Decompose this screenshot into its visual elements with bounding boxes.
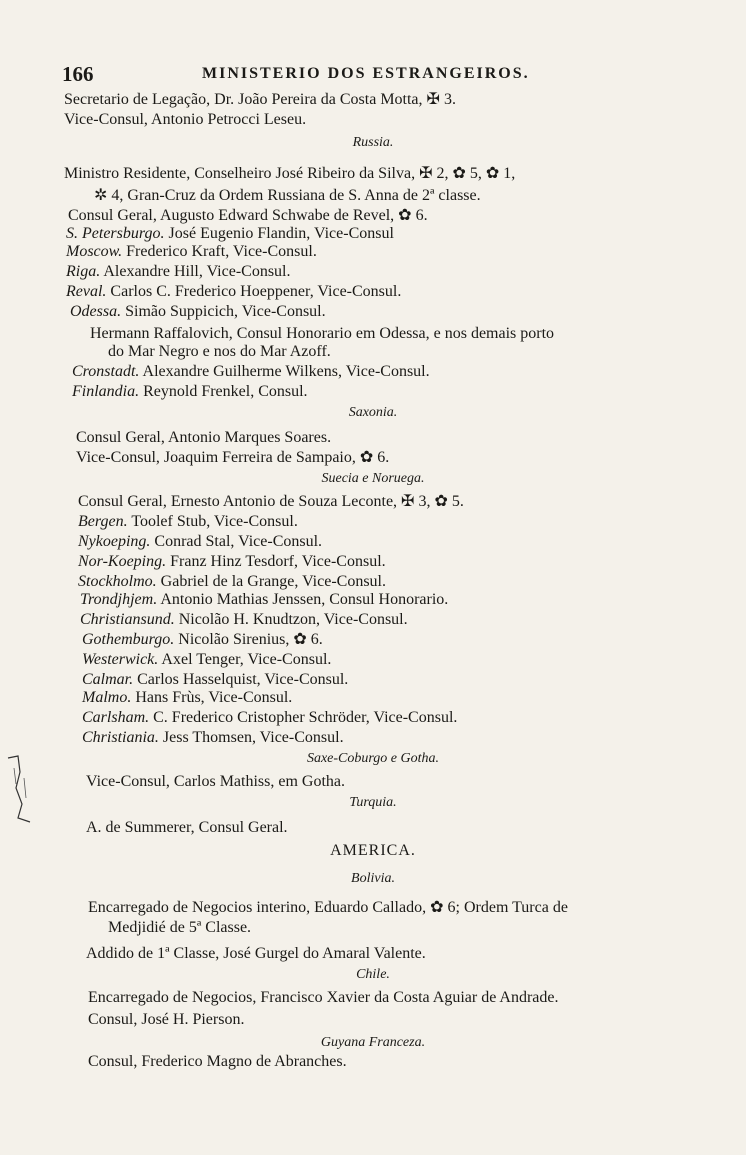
entry-text: Encarregado de Negocios interino, Eduardo Callado, ✿ 6; Ordem Turca de bbox=[88, 899, 568, 916]
entry-text: Simão Suppicich, Vice-Consul. bbox=[125, 303, 326, 320]
text-line bbox=[78, 512, 298, 532]
entry-text: Ministro Residente, Conselheiro José Ribeiro da Silva, ✠ 2, ✿ 5, ✿ 1, bbox=[64, 165, 516, 182]
text-line bbox=[88, 898, 568, 918]
place-name: Trondjhjem. bbox=[80, 591, 158, 608]
text-line bbox=[86, 818, 288, 838]
entry-text: C. Frederico Cristopher Schröder, Vice-Consul. bbox=[153, 709, 458, 726]
entry-text: Axel Tenger, Vice-Consul. bbox=[161, 651, 332, 668]
text-line bbox=[80, 610, 408, 630]
entry-text: Addido de 1ª Classe, José Gurgel do Amaral Valente. bbox=[86, 945, 426, 962]
text-line bbox=[66, 242, 317, 262]
text-line bbox=[82, 728, 344, 748]
text-line bbox=[88, 988, 559, 1008]
place-name: Nor-Koeping. bbox=[78, 553, 167, 570]
country-heading: Guyana Franceza. bbox=[320, 1035, 426, 1050]
text-line bbox=[72, 382, 308, 402]
place-name: Cronstadt. bbox=[72, 363, 140, 380]
entry-text: Gabriel de la Grange, Vice-Consul. bbox=[160, 573, 386, 590]
entry-text: Consul, José H. Pierson. bbox=[88, 1011, 245, 1028]
country-heading: Chile. bbox=[356, 967, 390, 982]
page-number: 166 bbox=[62, 62, 94, 86]
entry-text: Reynold Frenkel, Consul. bbox=[143, 383, 308, 400]
section-heading: AMERICA. bbox=[330, 842, 416, 859]
country-heading: Saxonia. bbox=[348, 405, 398, 420]
text-line bbox=[90, 324, 554, 344]
entry-text: Consul, Frederico Magno de Abranches. bbox=[88, 1053, 347, 1070]
entry-text: Vice-Consul, Antonio Petrocci Leseu. bbox=[64, 111, 307, 128]
place-name: Riga. bbox=[66, 263, 101, 280]
place-name: Reval. bbox=[66, 283, 107, 300]
entry-text: Antonio Mathias Jenssen, Consul Honorario. bbox=[160, 591, 449, 608]
entry-text: Vice-Consul, Carlos Mathiss, em Gotha. bbox=[86, 773, 346, 790]
place-name: Odessa. bbox=[70, 303, 122, 320]
entry-text: Carlos Hasselquist, Vice-Consul. bbox=[137, 671, 349, 688]
entry-text: A. de Summerer, Consul Geral. bbox=[86, 819, 288, 836]
text-line bbox=[78, 572, 386, 592]
country-heading: Turquia. bbox=[349, 795, 397, 810]
text-line bbox=[94, 186, 481, 206]
text-line bbox=[82, 688, 292, 708]
text-line bbox=[88, 1052, 347, 1072]
text-line bbox=[82, 708, 457, 728]
running-title: MINISTERIO DOS ESTRANGEIROS. bbox=[202, 65, 530, 82]
text-line bbox=[64, 90, 456, 110]
entry-text: Alexandre Guilherme Wilkens, Vice-Consul. bbox=[142, 363, 430, 380]
entry-text: Jess Thomsen, Vice-Consul. bbox=[162, 729, 344, 746]
place-name: Stockholmo. bbox=[78, 573, 157, 590]
entry-text: Encarregado de Negocios, Francisco Xavier da Costa Aguiar de Andrade. bbox=[88, 989, 559, 1006]
text-line bbox=[76, 448, 389, 468]
entry-text: Consul Geral, Antonio Marques Soares. bbox=[76, 429, 332, 446]
place-name: Gothemburgo. bbox=[82, 631, 175, 648]
entry-text: do Mar Negro e nos do Mar Azoff. bbox=[108, 343, 331, 360]
entry-text: Vice-Consul, Joaquim Ferreira de Sampaio, ✿ 6. bbox=[76, 449, 390, 466]
entry-text: Toolef Stub, Vice-Consul. bbox=[131, 513, 298, 530]
entry-text: Nicolão Sirenius, ✿ 6. bbox=[178, 631, 323, 648]
entry-text: Consul Geral, Augusto Edward Schwabe de Revel, ✿ 6. bbox=[68, 207, 428, 224]
entry-text: Consul Geral, Ernesto Antonio de Souza Leconte, ✠ 3, ✿ 5. bbox=[78, 493, 464, 510]
place-name: Malmo. bbox=[82, 689, 132, 706]
text-line bbox=[66, 282, 401, 302]
text-line bbox=[78, 532, 322, 552]
text-line bbox=[82, 630, 323, 650]
entry-text: Hermann Raffalovich, Consul Honorario em Odessa, e nos demais porto bbox=[90, 325, 555, 342]
text-line bbox=[78, 552, 386, 572]
entry-text: Conrad Stal, Vice-Consul. bbox=[154, 533, 323, 550]
entry-text: Medjidié de 5ª Classe. bbox=[108, 919, 252, 936]
entry-text: Frederico Kraft, Vice-Consul. bbox=[126, 243, 317, 260]
text-line bbox=[78, 492, 464, 512]
text-line bbox=[64, 110, 306, 130]
text-line bbox=[70, 302, 326, 322]
text-line bbox=[66, 224, 394, 244]
margin-marks bbox=[4, 748, 36, 828]
country-heading: Suecia e Noruega. bbox=[321, 471, 425, 486]
text-line bbox=[82, 670, 348, 690]
entry-text: Secretario de Legação, Dr. João Pereira da Costa Motta, ✠ 3. bbox=[64, 91, 456, 108]
text-line bbox=[76, 428, 331, 448]
place-name: Calmar. bbox=[82, 671, 134, 688]
place-name: Moscow. bbox=[66, 243, 123, 260]
place-name: Finlandia. bbox=[72, 383, 140, 400]
entry-text: Alexandre Hill, Vice-Consul. bbox=[103, 263, 291, 280]
place-name: Westerwick. bbox=[82, 651, 159, 668]
text-line bbox=[108, 918, 251, 938]
text-line bbox=[66, 262, 291, 282]
entry-text: ✲ 4, Gran-Cruz da Ordem Russiana de S. Anna de 2ª classe. bbox=[94, 187, 481, 204]
country-heading: Saxe-Coburgo e Gotha. bbox=[306, 751, 440, 766]
entry-text: Hans Frùs, Vice-Consul. bbox=[135, 689, 293, 706]
text-line bbox=[108, 342, 331, 362]
page-header bbox=[62, 62, 686, 86]
text-line bbox=[86, 944, 426, 964]
place-name: Christiansund. bbox=[80, 611, 175, 628]
text-line bbox=[68, 206, 428, 226]
entry-text: Franz Hinz Tesdorf, Vice-Consul. bbox=[170, 553, 386, 570]
entry-text: Nicolão H. Knudtzon, Vice-Consul. bbox=[178, 611, 408, 628]
place-name: Nykoeping. bbox=[78, 533, 151, 550]
text-line bbox=[72, 362, 430, 382]
country-heading: Russia. bbox=[352, 135, 394, 150]
place-name: Bergen. bbox=[78, 513, 128, 530]
text-line bbox=[80, 590, 448, 610]
place-name: S. Petersburgo. bbox=[66, 225, 165, 242]
place-name: Christiania. bbox=[82, 729, 159, 746]
text-line bbox=[88, 1010, 244, 1030]
text-line bbox=[82, 650, 331, 670]
place-name: Carlsham. bbox=[82, 709, 150, 726]
text-line bbox=[64, 164, 515, 184]
entry-text: José Eugenio Flandin, Vice-Consul bbox=[168, 225, 394, 242]
entry-text: Carlos C. Frederico Hoeppener, Vice-Consul. bbox=[110, 283, 402, 300]
text-line bbox=[86, 772, 345, 792]
country-heading: Bolivia. bbox=[351, 871, 395, 886]
